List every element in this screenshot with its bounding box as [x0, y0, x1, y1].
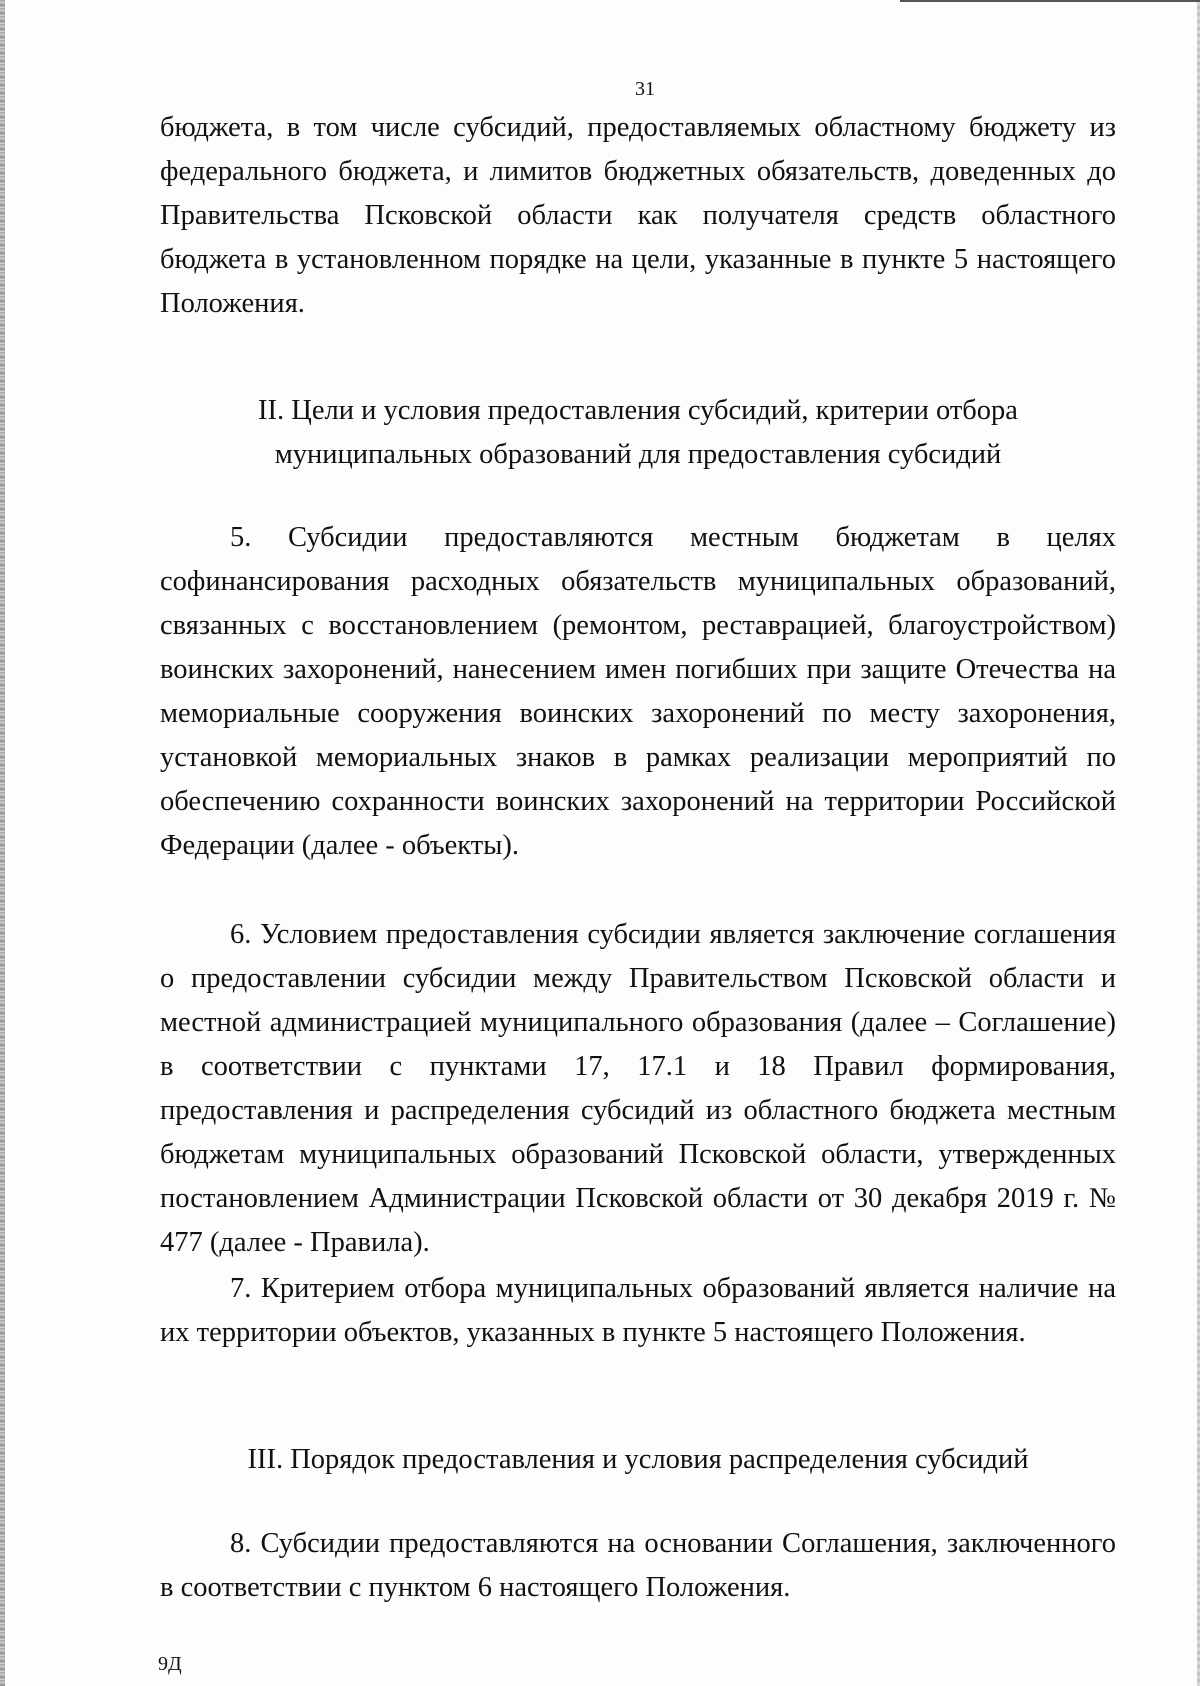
section-2-heading-line-2: муниципальных образований для предоставления субсидий [274, 439, 1002, 470]
footer-code: 9Д [158, 1653, 182, 1675]
paragraph-7: 7. Критерием отбора муниципальных образований является наличие на их территории объектов, указанных в пункте 5 настоящего Положения. [160, 1273, 1116, 1348]
paragraph-continuation: бюджета, в том числе субсидий, предоставляемых областному бюджету из федерального бюджета, и лимитов бюджетных обязательств, доведенных до Правительства Псковской области как получателя средств областного бюджета в установленном порядке на цели, указанные в пункте 5 настоящего Положения. [160, 112, 1116, 319]
paragraph-6: 6. Условием предоставления субсидии является заключение соглашения о предоставлении субсидии между Правительством Псковской области и местной администрацией муниципального образования (далее – Соглашение) в соответствии с пунктами 17, 17.1 и 18 Правил формирования, предоставления и распределения субсидий из областного бюджета местным бюджетам муниципальных образований Псковской области, утвержденных постановлением Администрации Псковской области от 30 декабря 2019 г. № 477 (далее - Правила). [160, 919, 1116, 1258]
scan-edge-top [900, 0, 1200, 2]
paragraph-8: 8. Субсидии предоставляются на основании Соглашения, заключенного в соответствии с пунктом 6 настоящего Положения. [160, 1528, 1116, 1603]
paragraph-5: 5. Субсидии предоставляются местным бюджетам в целях софинансирования расходных обязательств муниципальных образований, связанных с восстановлением (ремонтом, реставрацией, благоустройством) воинских захоронений, нанесением имен погибших при защите Отечества на мемориальные сооружения воинских захоронений по месту захоронения, установкой мемориальных знаков в рамках реализации мероприятий по обеспечению сохранности воинских захоронений на территории Российской Федерации (далее - объекты). [160, 522, 1116, 861]
scan-edge-left [0, 0, 5, 1686]
page-number: 31 [635, 78, 655, 100]
section-2-heading-line-1: II. Цели и условия предоставления субсидий, критерии отбора [258, 395, 1018, 426]
section-3-heading: III. Порядок предоставления и условия распределения субсидий [247, 1444, 1029, 1475]
